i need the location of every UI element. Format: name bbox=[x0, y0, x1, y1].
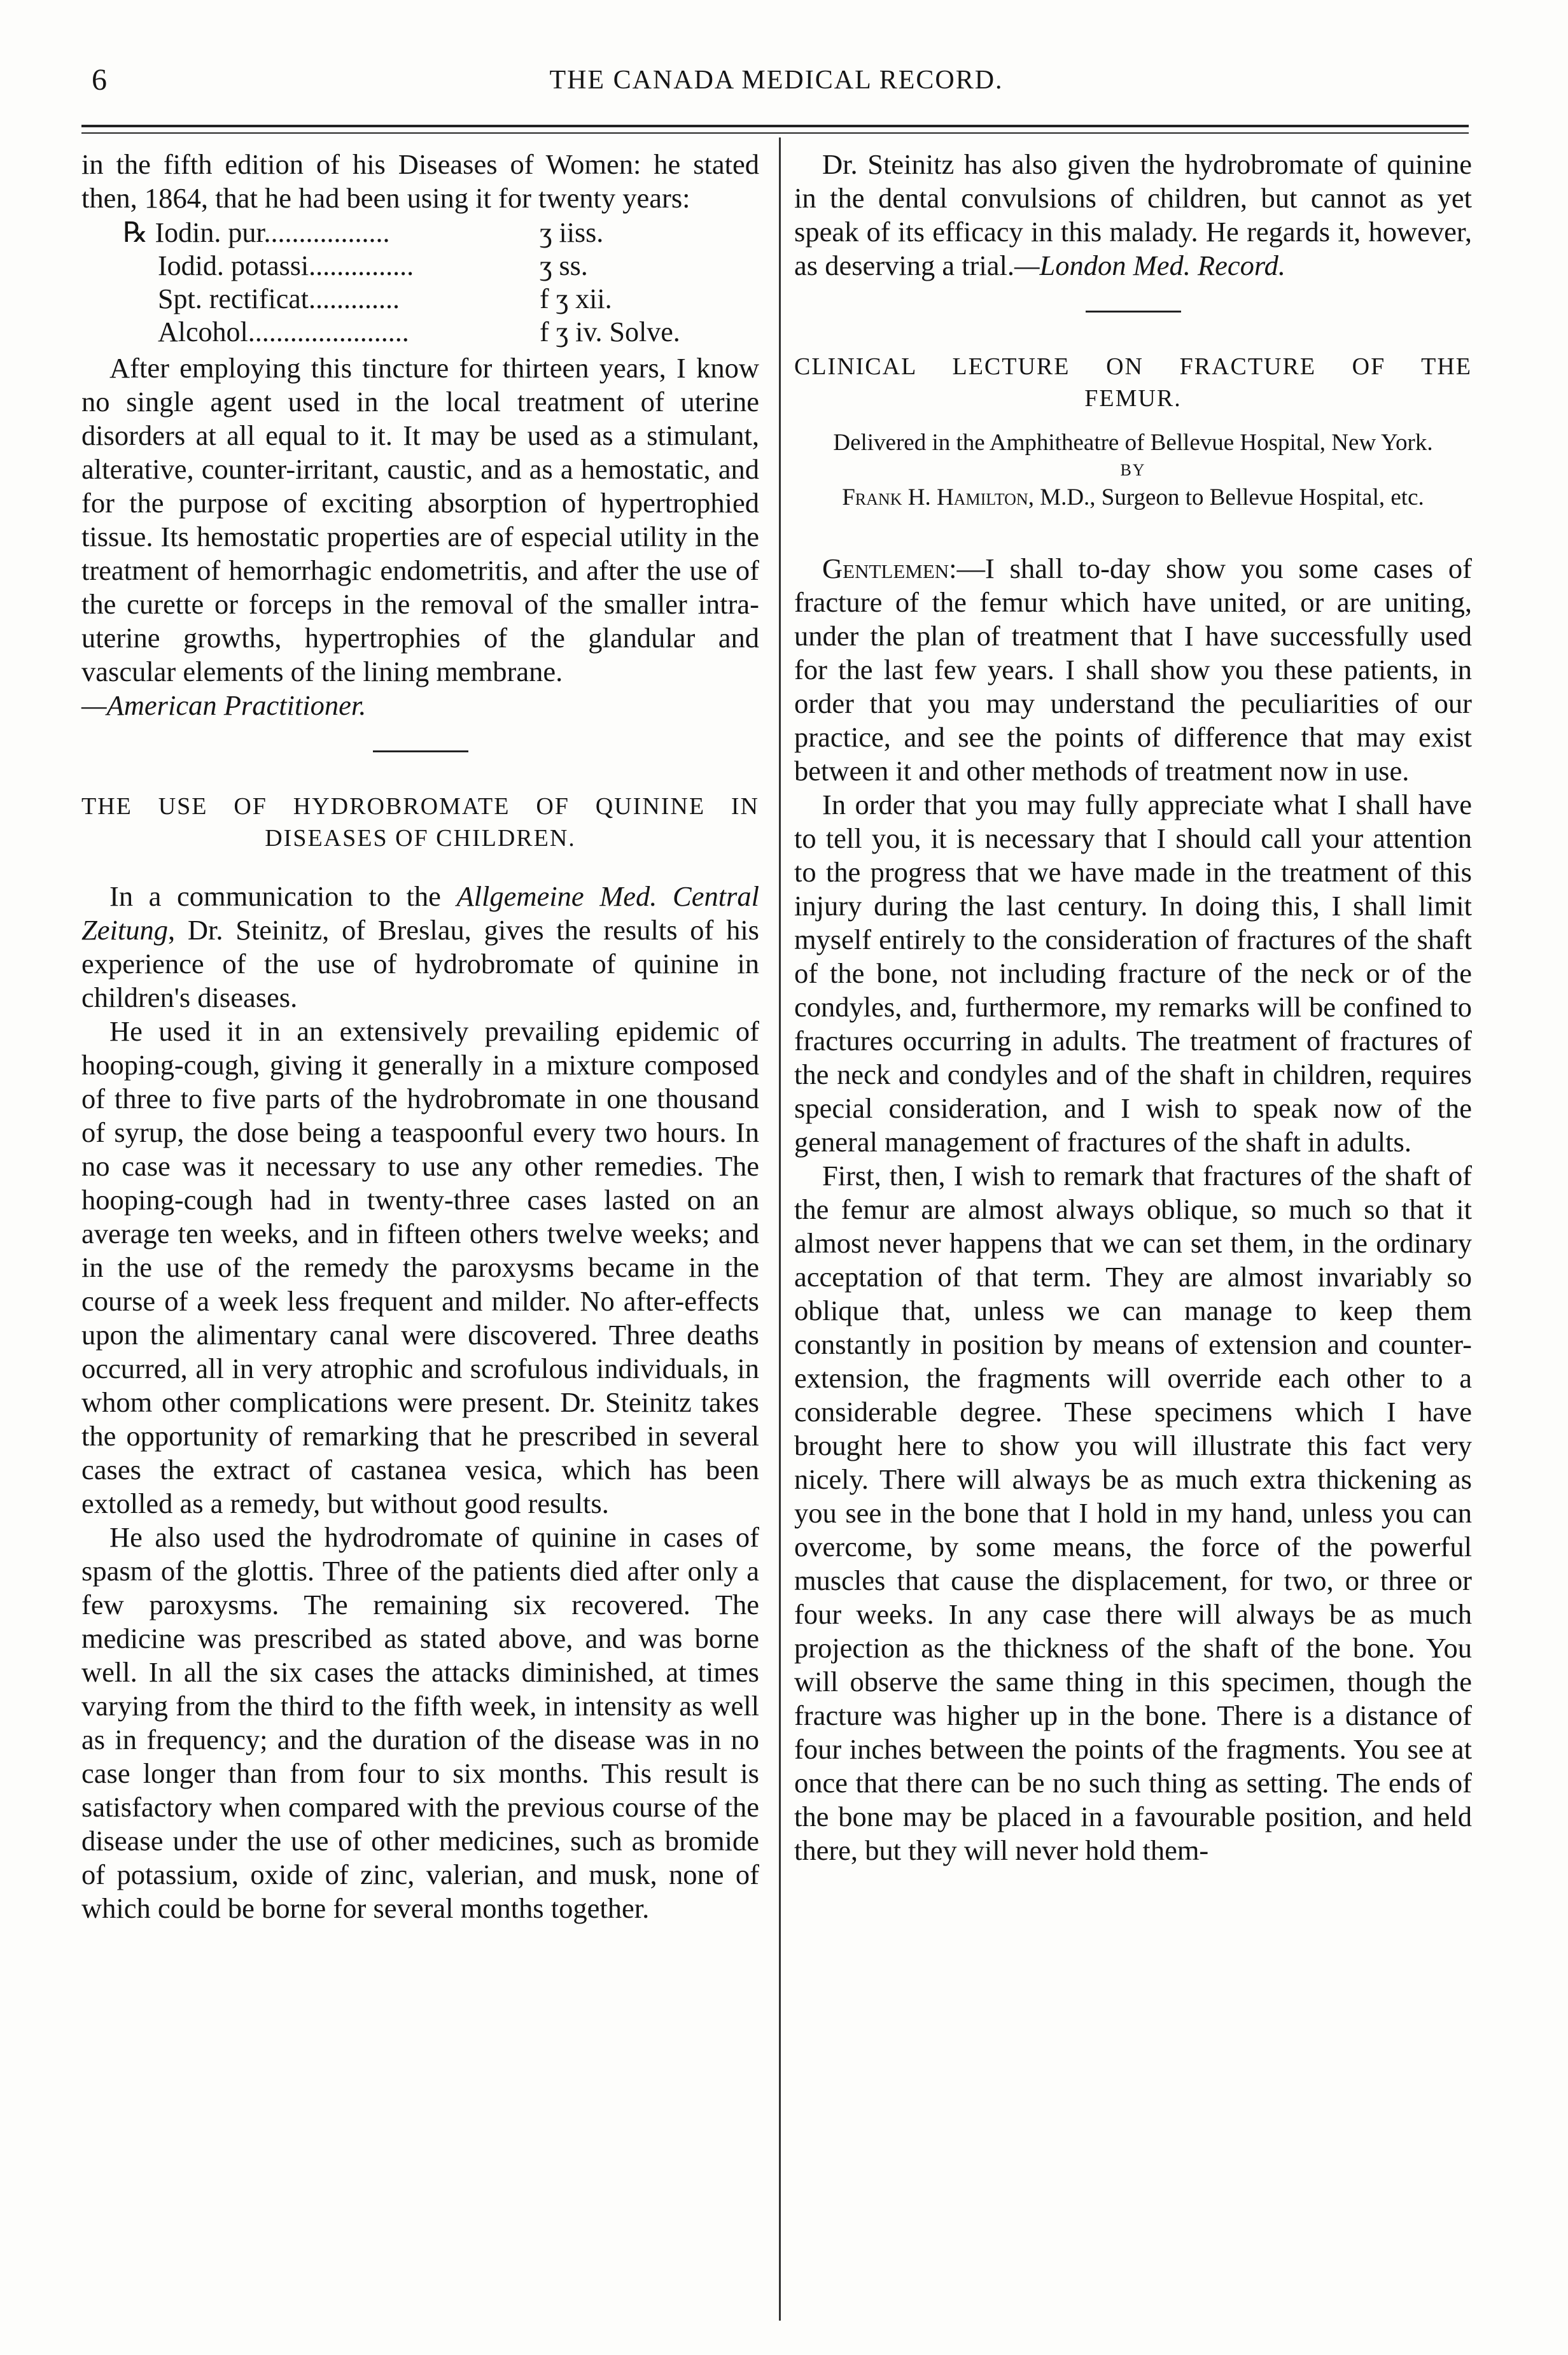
section-separator bbox=[1086, 311, 1181, 313]
paragraph: In order that you may fully appreciate what I shall have to tell you, it is necessary that I should call your attention to the progress that we have made in the treatment of this injury during the last century. In doing this, I shall limit myself entirely to the consideration of fractures of the shaft of the bone, not including fracture of the neck or of the condyles, and, furthermore, my remarks will be confined to fractures occurring in adults. The treatment of fractures of the neck and condyles and of the shaft in children, requires special consideration, and I wish to speak now of the general management of fractures of the shaft in adults. bbox=[794, 789, 1472, 1158]
delivered-line: Delivered in the Amphitheatre of Bellevue Hospital, New York. bbox=[833, 430, 1433, 456]
source-citation-text: —American Practitioner. bbox=[81, 689, 367, 721]
recipe-line bbox=[158, 283, 759, 316]
header-rule bbox=[81, 125, 1469, 127]
source-citation: —London Med. Record. bbox=[1014, 250, 1285, 281]
recipe-line bbox=[158, 316, 759, 349]
column-divider bbox=[779, 137, 781, 2321]
article-title: THE USE OF HYDROBROMATE OF QUININE IN bbox=[81, 793, 759, 820]
recipe-drug: Iodid. potassi............... bbox=[158, 250, 414, 281]
paragraph: He also used the hydrodromate of quinine in cases of spasm of the glottis. Three of the patients died after only a few paroxysms. The remaining six recovered. The medicine was prescribed as stated above, and was borne well. In all the six cases the attacks diminished, at times varying from the third to the fifth week, in intensity as well as in frequency; and the duration of the disease was in no case longer than from four to six months. This result is satisfactory when compared with the previous course of the disease under the use of other medicines, such as bromide of potassium, oxide of zinc, valerian, and musk, none of which could be borne for several months together. bbox=[81, 1521, 759, 1924]
spacer bbox=[81, 854, 759, 880]
recipe-drug: ℞ Iodin. pur.................. bbox=[123, 217, 390, 248]
article-title-line2: DISEASES OF CHILDREN. bbox=[265, 825, 576, 852]
spacer bbox=[794, 414, 1472, 428]
journal-name: Allgemeine Med. Central Zeitung bbox=[81, 880, 759, 946]
text-span: :—I shall to-day show you some cases of fracture of the femur which have united, or are uniting, under the plan of treatment that I have successfully used for the last few years. I shall show you these patients, in order that you may understand the peculiarities of our practice, and see the points of difference that may exist between it and other methods of treatment now in use. bbox=[794, 552, 1472, 787]
page-number: 6 bbox=[92, 63, 107, 97]
running-head: THE CANADA MEDICAL RECORD. bbox=[549, 66, 1004, 95]
byline-by: BY bbox=[1120, 461, 1146, 479]
author-credentials: , M.D., Surgeon to Bellevue Hospital, etc. bbox=[1028, 484, 1424, 510]
recipe-line bbox=[123, 216, 759, 250]
right-column bbox=[794, 148, 1472, 1867]
paragraph bbox=[794, 148, 1472, 283]
recipe-line bbox=[158, 250, 759, 283]
left-column bbox=[81, 148, 759, 1925]
source-citation bbox=[81, 689, 759, 722]
text-span: In a communication to the bbox=[109, 880, 457, 912]
spacer bbox=[794, 512, 1472, 538]
recipe-drug: Spt. rectificat............. bbox=[158, 283, 400, 314]
text-span: Dr. Steinitz has also given the hydrobromate of quinine in the dental convulsions of children, but cannot as yet speak of its efficacy in this malady. He regards it, however, as deserving a trial. bbox=[794, 148, 1472, 281]
recipe bbox=[123, 216, 759, 349]
author-line bbox=[794, 483, 1472, 512]
paragraph: After employing this tincture for thirteen years, I know no single agent used in the local treatment of uterine disorders at all equal to it. It may be used as a stimulant, alterative, counter-irritant, caustic, and as a hemostatic, and for the purpose of exciting absorption of hypertrophied tissue. Its hemostatic properties are of especial utility in the treatment of hemorrhagic endometritis, and after the use of the curette or forceps in the removal of the smaller intra-uterine growths, hypertrophies of the glandular and vascular elements of the lining membrane. bbox=[81, 352, 759, 687]
paragraph: He used it in an extensively prevailing epidemic of hooping-cough, giving it generally in a mixture composed of three to five parts of the hydrobromate in one thousand of syrup, the dose being a teaspoonful every two hours. In no case was it necessary to use any other remedies. The hooping-cough had in twenty-three cases lasted on an average ten weeks, and in fifteen others twelve weeks; and in the use of the remedy the paroxysms became in the course of a week less frequent and milder. No after-effects upon the alimentary canal were discovered. Three deaths occurred, all in very atrophic and scrofulous individuals, in whom other complications were present. Dr. Steinitz takes the opportunity of remarking that he prescribed in several cases the extract of castanea vesica, which has been extolled as a remedy, but without good results. bbox=[81, 1015, 759, 1519]
paragraph bbox=[794, 552, 1472, 788]
recipe-quantity: f ʒ xii. bbox=[540, 283, 612, 314]
lecture-title-line2: FEMUR. bbox=[1084, 385, 1182, 412]
recipe-quantity: ʒ ss. bbox=[540, 250, 588, 281]
section-separator bbox=[373, 750, 468, 752]
recipe-drug: Alcohol....................... bbox=[158, 316, 409, 348]
author-name: Frank H. Hamilton bbox=[842, 484, 1028, 510]
paragraph bbox=[81, 880, 759, 1015]
salutation: Gentlemen bbox=[822, 552, 949, 584]
paragraph: First, then, I wish to remark that fractures of the shaft of the femur are almost always oblique, so much so that it almost never happens that we can set them, in the ordinary acceptation of that term. They are almost invariably so oblique that, unless we can manage to keep them constantly in position by means of extension and counter-extension, the fragments will override each other to a considerable degree. These specimens which I have brought here to show you will illustrate this fact very nicely. There will always be as much extra thickening as you see in the bone that I hold in my hand, unless you can overcome, by some means, the force of the powerful muscles that cause the displacement, for two, or three or four weeks. In any case there will always be as much projection as the thickness of the shaft of the bone. You will observe the same thing in this specimen, though the fracture was higher up in the bone. There is a distance of four inches between the points of the fragments. You see at once that there can be no such thing as setting. The ends of the bone may be placed in a favourable position, and held there, but they will never hold them- bbox=[794, 1160, 1472, 1866]
spacer bbox=[794, 538, 1472, 552]
header-rule-thin bbox=[81, 132, 1469, 134]
recipe-quantity: ʒ iiss. bbox=[540, 217, 604, 248]
text-span: , Dr. Steinitz, of Breslau, gives the results of his experience of the use of hydrobromate of quinine in children's diseases. bbox=[81, 914, 759, 1013]
recipe-quantity: f ʒ iv. Solve. bbox=[540, 316, 680, 348]
lecture-title: CLINICAL LECTURE ON FRACTURE OF THE bbox=[794, 353, 1472, 380]
intro-text: in the fifth edition of his Diseases of Women: he stated then, 1864, that he had been using it for twenty years: bbox=[81, 148, 759, 214]
page-header bbox=[76, 57, 1476, 108]
